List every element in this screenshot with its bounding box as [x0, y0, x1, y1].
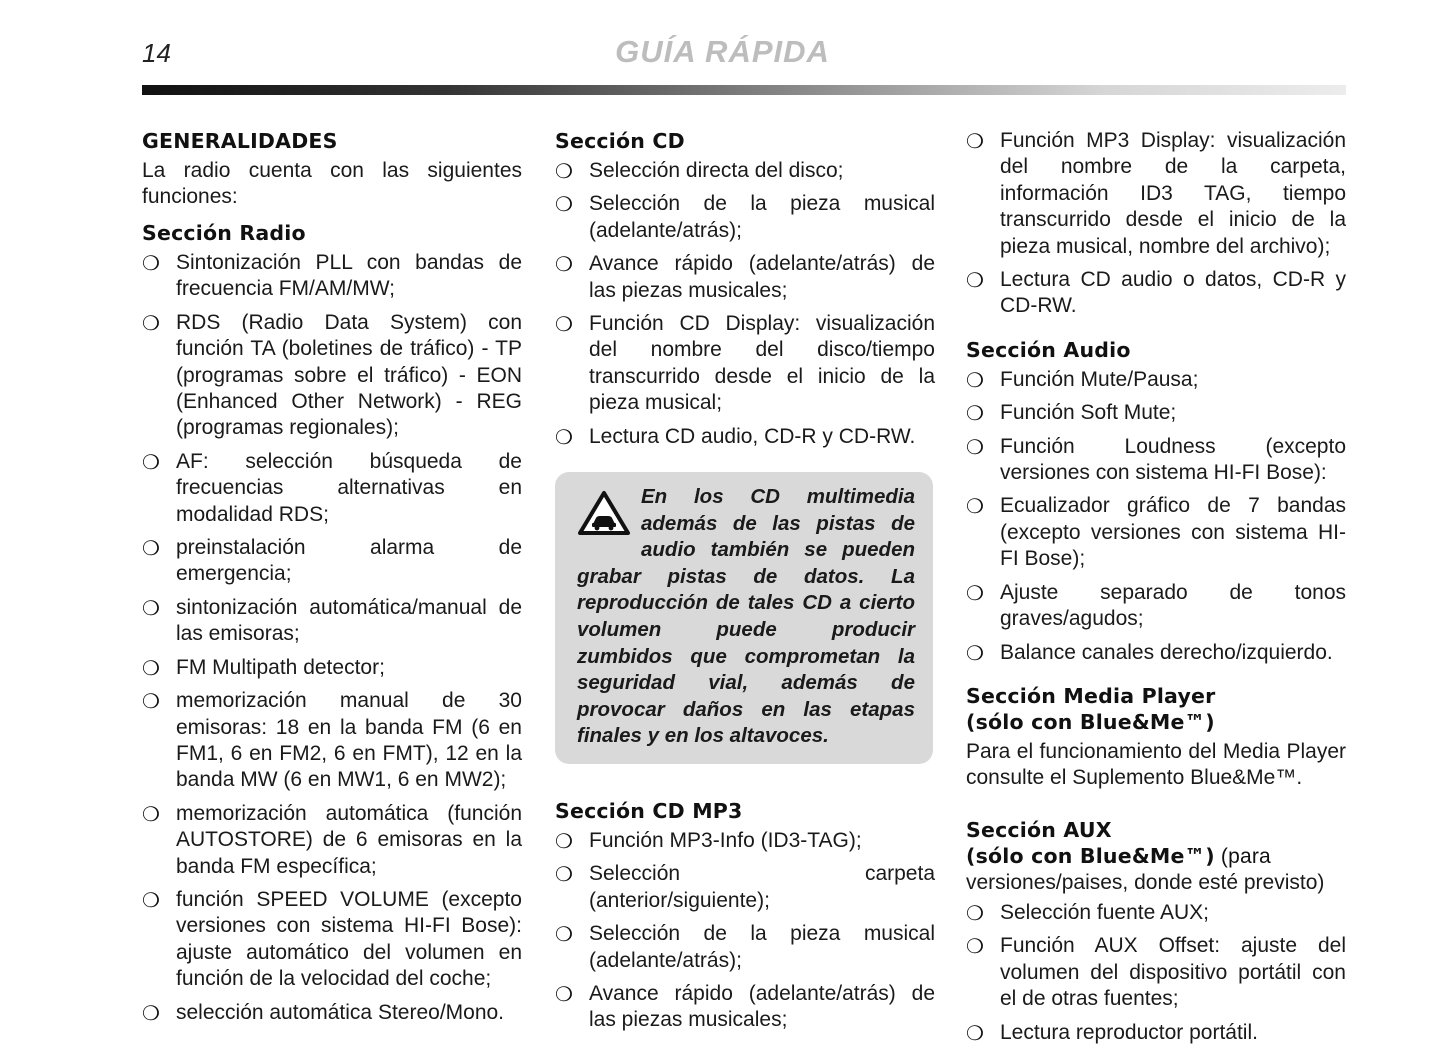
aux-note: versiones/paises, donde esté previsto) [966, 870, 1325, 894]
bullet-icon: ❍ [142, 1000, 160, 1025]
list-item [555, 158, 935, 184]
mp3-list [555, 828, 935, 1034]
bullet-icon: ❍ [555, 252, 573, 277]
heading-seccion-media-player [966, 683, 1346, 735]
list-item-text: RDS (Radio Data System) con función TA (boletines de tráfico) - TP (programas sobre el tráfico) - EON (Enhanced Other Network) - REG (programas regionales); [176, 310, 522, 440]
bullet-icon: ❍ [142, 449, 160, 474]
audio-list [966, 367, 1346, 666]
list-item [142, 449, 522, 528]
bullet-icon: ❍ [555, 312, 573, 337]
list-item-text: FM Multipath detector; [176, 655, 385, 679]
page-number: 14 [142, 38, 171, 68]
list-item-text: Función Loudness (excepto versiones con sistema HI-FI Bose): [1000, 434, 1346, 485]
list-item [555, 311, 935, 417]
list-item [142, 801, 522, 880]
list-item [555, 921, 935, 974]
bullet-icon: ❍ [966, 434, 984, 459]
list-item-text: memorización manual de 30 emisoras: 18 en la banda FM (6 en FM1, 6 en FM2, 6 en FMT), 12 en la banda MW (6 en MW1, 6 en MW2); [176, 689, 522, 792]
list-item-text: sintonización automática/manual de las emisoras; [176, 595, 522, 646]
cd-list [555, 158, 935, 450]
list-item-text: Selección de la pieza musical (adelante/atrás); [589, 192, 935, 242]
heading-aux-line2: (sólo con Blue&Me™) [966, 843, 1215, 868]
list-item [142, 1000, 522, 1026]
bullet-icon: ❍ [555, 862, 573, 887]
list-item [966, 493, 1346, 572]
bullet-icon: ❍ [966, 640, 984, 665]
list-item [966, 933, 1346, 1012]
list-item [142, 310, 522, 442]
list-item [966, 900, 1346, 926]
list-item [966, 1020, 1346, 1046]
list-item [142, 887, 522, 993]
heading-seccion-cd-mp3: Sección CD MP3 [555, 799, 743, 823]
bullet-icon: ❍ [966, 268, 984, 293]
list-item-text: memorización automática (función AUTOSTORE) de 6 emisoras en la banda FM específica; [176, 801, 522, 878]
list-item [555, 191, 935, 244]
list-item-text: Función Mute/Pausa; [1000, 367, 1199, 391]
aux-list [966, 900, 1346, 1046]
heading-media-player-line2: (sólo con Blue&Me™) [966, 709, 1215, 734]
bullet-icon: ❍ [142, 536, 160, 561]
mp3-list-continued [966, 128, 1346, 320]
heading-seccion-radio: Sección Radio [142, 221, 306, 245]
column-2 [555, 128, 935, 1041]
list-item-text: Función CD Display: visualización del nombre del disco/tiempo transcurrido desde el inicio de la pieza musical; [589, 312, 935, 415]
bullet-icon: ❍ [142, 655, 160, 680]
list-item-text: Selección directa del disco; [589, 159, 844, 182]
heading-seccion-aux [966, 817, 1346, 870]
warning-text: En los CD multimedia además de las pistas de audio también se pueden grabar pistas de datos. La reproducción de tales CD a cierto volumen puede producir zumbidos que comprometan la seguridad vial, además de provocar daños en las etapas finales y en los altavoces. [577, 485, 915, 748]
list-item [966, 580, 1346, 633]
aux-suffix: (para [1214, 844, 1271, 868]
list-item [142, 595, 522, 648]
list-item-text: función SPEED VOLUME (excepto versiones con sistema HI-FI Bose): ajuste automático del volumen en función de la velocidad del coche; [176, 887, 522, 991]
warning-box [555, 472, 933, 764]
bullet-icon: ❍ [966, 1020, 984, 1045]
media-player-text: Para el funcionamiento del Media Player consulte el Suplemento Blue&Me™. [966, 739, 1346, 789]
bullet-icon: ❍ [966, 934, 984, 959]
page-title: GUÍA RÁPIDA [615, 34, 830, 69]
bullet-icon: ❍ [555, 192, 573, 217]
list-item [966, 640, 1346, 666]
list-item [966, 128, 1346, 260]
list-item [966, 400, 1346, 426]
list-item-text: Ecualizador gráfico de 7 bandas (excepto versiones con sistema HI-FI Bose); [1000, 494, 1346, 571]
list-item [555, 828, 935, 854]
bullet-icon: ❍ [966, 580, 984, 605]
bullet-icon: ❍ [555, 159, 573, 183]
column-1 [142, 128, 522, 1033]
heading-aux-line1: Sección AUX [966, 817, 1112, 842]
list-item [555, 424, 935, 450]
bullet-icon: ❍ [555, 922, 573, 947]
heading-seccion-audio: Sección Audio [966, 337, 1131, 362]
bullet-icon: ❍ [966, 367, 984, 392]
list-item-text: preinstalación alarma de emergencia; [176, 536, 522, 586]
header-rule [142, 85, 1346, 95]
list-item [142, 688, 522, 794]
bullet-icon: ❍ [142, 887, 160, 912]
list-item [142, 250, 522, 303]
bullet-icon: ❍ [142, 251, 160, 275]
list-item-text: Selección carpeta (anterior/siguiente); [589, 862, 935, 912]
bullet-icon: ❍ [555, 424, 573, 449]
bullet-icon: ❍ [142, 595, 160, 620]
radio-list [142, 250, 522, 1026]
bullet-icon: ❍ [966, 494, 984, 519]
heading-seccion-cd: Sección CD [555, 129, 685, 153]
warning-triangle-car-icon [577, 490, 631, 536]
list-item [555, 251, 935, 304]
column-3 [966, 128, 1346, 1053]
bullet-icon: ❍ [966, 129, 984, 153]
list-item-text: Sintonización PLL con bandas de frecuencia FM/AM/MW; [176, 251, 522, 301]
list-item-text: Selección fuente AUX; [1000, 900, 1209, 924]
bullet-icon: ❍ [142, 801, 160, 826]
list-item [555, 981, 935, 1034]
list-item-text: Función MP3 Display: visualización del nombre de la carpeta, información ID3 TAG, tiempo transcurrido desde el inicio de la pieza musical, nombre del archivo); [1000, 129, 1346, 258]
list-item [966, 367, 1346, 393]
list-item [142, 655, 522, 681]
heading-generalidades: GENERALIDADES [142, 129, 338, 153]
list-item [142, 535, 522, 588]
bullet-icon: ❍ [555, 829, 573, 853]
list-item-text: Avance rápido (adelante/atrás) de las piezas musicales; [589, 252, 935, 302]
list-item-text: Balance canales derecho/izquierdo. [1000, 640, 1333, 664]
list-item-text: AF: selección búsqueda de frecuencias alternativas en modalidad RDS; [176, 449, 522, 526]
list-item-text: Lectura CD audio, CD-R y CD-RW. [589, 424, 916, 448]
bullet-icon: ❍ [966, 401, 984, 426]
list-item [555, 861, 935, 914]
list-item [966, 267, 1346, 320]
bullet-icon: ❍ [142, 689, 160, 714]
bullet-icon: ❍ [142, 310, 160, 335]
list-item-text: Lectura CD audio o datos, CD-R y CD-RW. [1000, 268, 1346, 318]
list-item-text: Función AUX Offset: ajuste del volumen del dispositivo portátil con el de otras fuentes; [1000, 934, 1346, 1011]
list-item-text: selección automática Stereo/Mono. [176, 1000, 505, 1024]
intro-text: La radio cuenta con las siguientes funciones: [142, 159, 522, 208]
heading-media-player-line1: Sección Media Player [966, 683, 1216, 708]
list-item-text: Avance rápido (adelante/atrás) de las piezas musicales; [589, 982, 935, 1032]
list-item-text: Ajuste separado de tonos graves/agudos; [1000, 580, 1346, 631]
list-item-text: Lectura reproductor portátil. [1000, 1020, 1258, 1044]
bullet-icon: ❍ [966, 900, 984, 925]
list-item [966, 434, 1346, 487]
bullet-icon: ❍ [555, 982, 573, 1007]
list-item-text: Selección de la pieza musical (adelante/atrás); [589, 922, 935, 972]
list-item-text: Función Soft Mute; [1000, 401, 1177, 425]
list-item-text: Función MP3-Info (ID3-TAG); [589, 829, 862, 852]
